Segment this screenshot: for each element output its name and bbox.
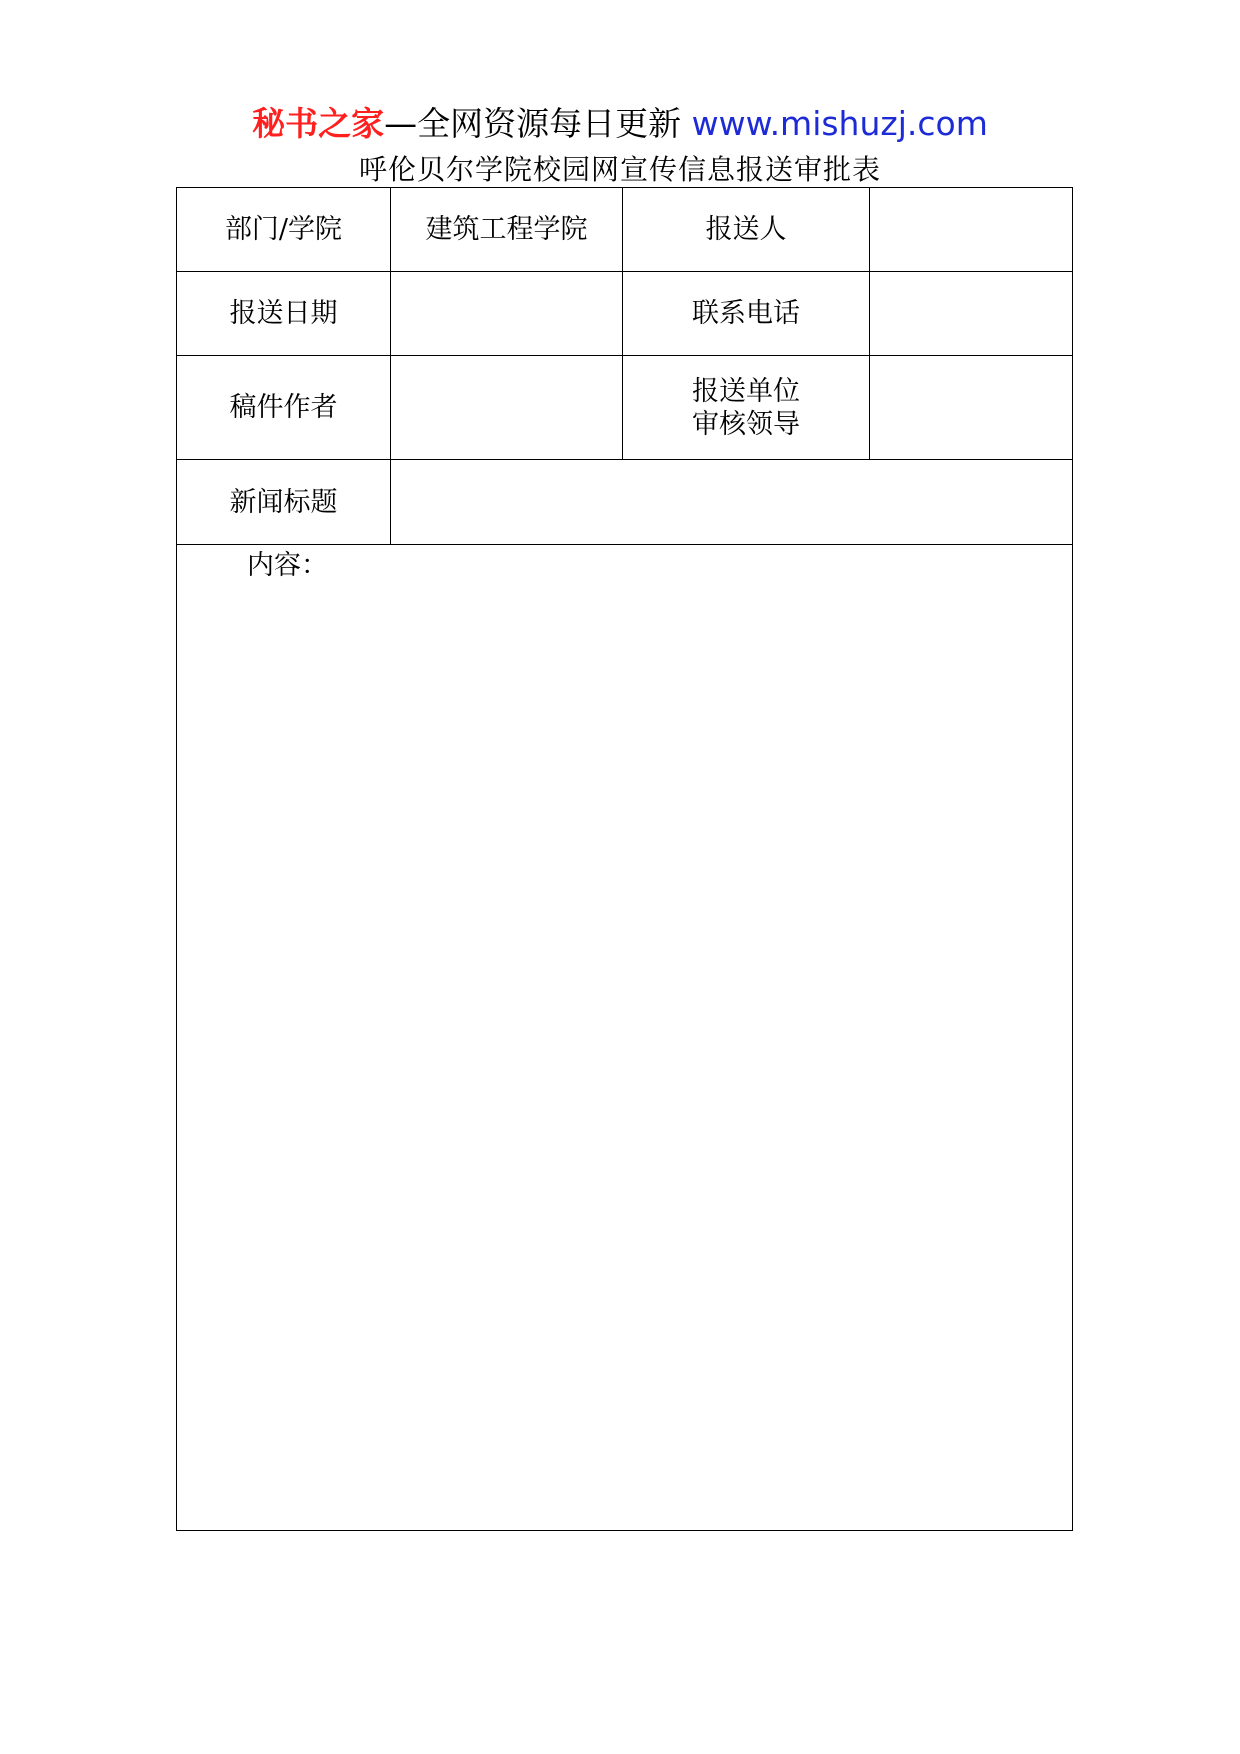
phone-label: 联系电话	[623, 272, 870, 356]
date-label: 报送日期	[177, 272, 391, 356]
content-label: 内容：	[247, 550, 328, 581]
author-label: 稿件作者	[177, 356, 391, 460]
reviewer-label-line2: 审核领导	[692, 408, 800, 440]
date-value[interactable]	[391, 272, 623, 356]
reviewer-label	[623, 356, 870, 460]
author-value[interactable]	[391, 356, 623, 460]
headline-label: 新闻标题	[177, 460, 391, 545]
phone-value[interactable]	[870, 272, 1073, 356]
content-area[interactable]	[177, 545, 1073, 1531]
banner-brand: 秘书之家	[252, 104, 385, 143]
dept-value[interactable]: 建筑工程学院	[391, 188, 623, 272]
form-title: 呼伦贝尔学院校园网宣传信息报送审批表	[358, 153, 881, 186]
dept-label: 部门/学院	[177, 188, 391, 272]
approval-form-table	[176, 187, 1073, 1531]
headline-value[interactable]	[391, 460, 1073, 545]
submitter-label: 报送人	[623, 188, 870, 272]
banner-tagline: —全网资源每日更新	[384, 104, 682, 143]
submitter-value[interactable]	[870, 188, 1073, 272]
reviewer-value[interactable]	[870, 356, 1073, 460]
reviewer-label-line1: 报送单位	[692, 375, 800, 407]
site-banner	[0, 102, 1240, 146]
banner-url-link[interactable]: www.mishuzj.com	[691, 104, 988, 143]
